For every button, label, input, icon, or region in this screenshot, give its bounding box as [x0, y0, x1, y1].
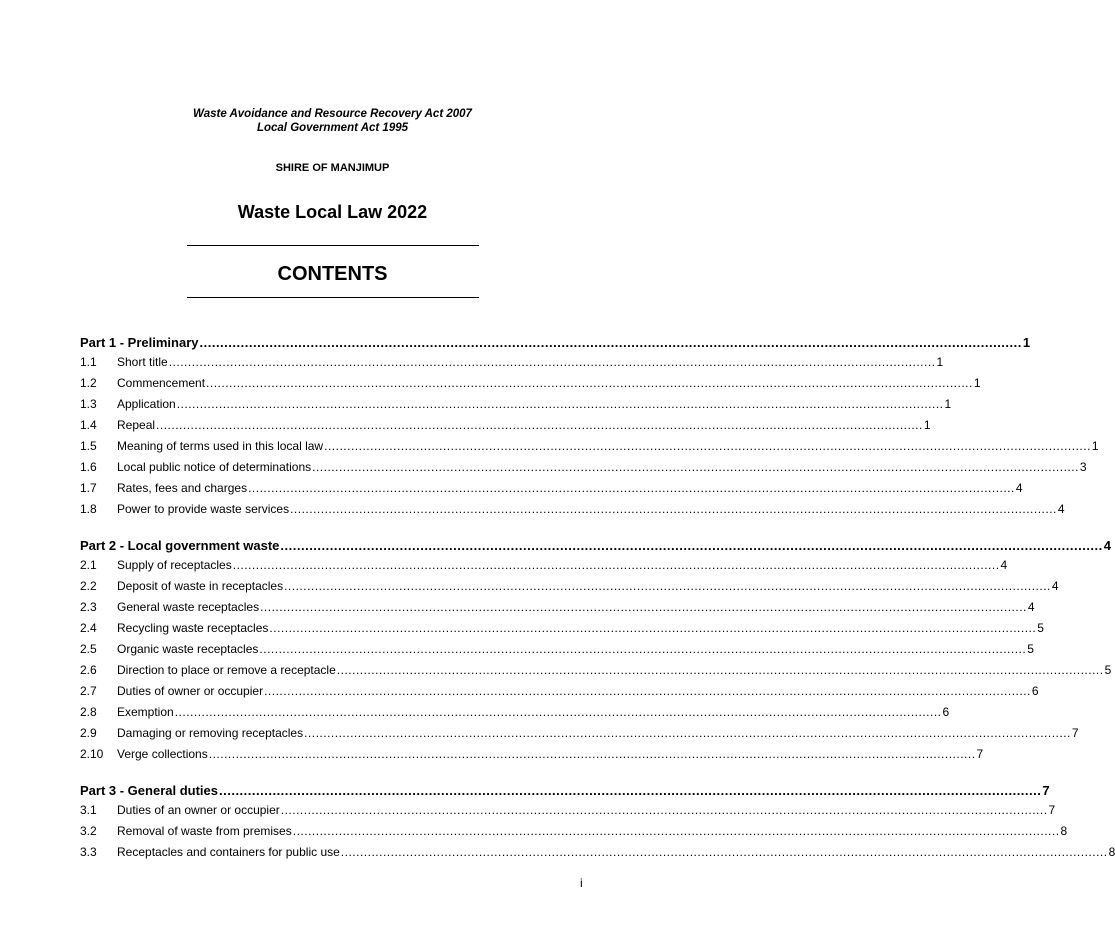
toc-entry[interactable]: [80, 479, 1023, 495]
toc-entry-title: Application: [117, 397, 176, 411]
toc-entry-title: Duties of owner or occupier: [117, 684, 264, 698]
toc-page-number: 4: [1057, 502, 1065, 516]
document-title: Waste Local Law 2022: [237, 202, 428, 222]
toc-page-number: 7: [1048, 803, 1056, 817]
toc-entry-title: Recycling waste receptacles: [117, 621, 269, 635]
toc-leader-dots: ........................................................................................................................................................................................................: [269, 621, 1037, 635]
toc-part-heading[interactable]: [80, 332, 1031, 350]
toc-entry-title: Short title: [117, 355, 168, 369]
toc-part-heading[interactable]: [80, 780, 1050, 798]
toc-entry-number: 2.4: [80, 621, 97, 635]
toc-entry[interactable]: [80, 353, 944, 369]
toc-leader-dots: ........................................................................................................................................................................................................: [280, 803, 1048, 817]
toc-leader-dots: ........................................................................................................................................................................................................: [260, 600, 1027, 614]
toc-entry-number: 1.5: [80, 439, 97, 453]
toc-page-number: 4: [1051, 579, 1059, 593]
toc-entry[interactable]: [80, 577, 1059, 593]
toc-entry-number: 1.6: [80, 460, 97, 474]
toc-entry-number: 3.2: [80, 824, 97, 838]
toc-page-number: 8: [1108, 845, 1115, 859]
toc-part-title: Part 1 - Preliminary: [80, 335, 199, 350]
toc-entry-title: General waste receptacles: [117, 600, 260, 614]
shire-name: SHIRE OF MANJIMUP: [275, 162, 390, 174]
toc-entry-title: Repeal: [117, 418, 156, 432]
toc-entry-title: Meaning of terms used in this local law: [117, 439, 324, 453]
toc-page-number: 1: [936, 355, 944, 369]
toc-leader-dots: ........................................................................................................................................................................................................: [168, 355, 936, 369]
toc-page-number: 1: [973, 376, 981, 390]
toc-entry[interactable]: [80, 416, 931, 432]
toc-page-number: 5: [1104, 663, 1112, 677]
toc-part-title: Part 2 - Local government waste: [80, 538, 280, 553]
toc-leader-dots: ........................................................................................................................................................................................................: [280, 538, 1103, 553]
toc-entry-title: Commencement: [117, 376, 206, 390]
toc-leader-dots: ........................................................................................................................................................................................................: [290, 502, 1057, 516]
toc-entry[interactable]: [80, 458, 1087, 474]
toc-entry[interactable]: [80, 598, 1035, 614]
toc-page-number: 3: [1079, 460, 1087, 474]
toc-page-number: 7: [1071, 726, 1079, 740]
page-number: i: [580, 876, 583, 890]
toc-entry-number: 2.2: [80, 579, 97, 593]
toc-entry[interactable]: [80, 556, 1008, 572]
toc-entry[interactable]: [80, 374, 981, 390]
toc-entry-title: Direction to place or remove a receptacle: [117, 663, 336, 677]
toc-entry-number: 1.3: [80, 397, 97, 411]
toc-entry[interactable]: [80, 640, 1034, 656]
toc-entry-title: Removal of waste from premises: [117, 824, 292, 838]
toc-entry-title: Organic waste receptacles: [117, 642, 259, 656]
toc-leader-dots: ........................................................................................................................................................................................................: [340, 845, 1108, 859]
toc-entry[interactable]: [80, 822, 1068, 838]
toc-entry-number: 2.3: [80, 600, 97, 614]
toc-page-number: 8: [1060, 824, 1068, 838]
toc-page-number: 4: [1103, 538, 1112, 553]
toc-entry-title: Local public notice of determinations: [117, 460, 312, 474]
toc-entry[interactable]: [80, 395, 952, 411]
toc-entry[interactable]: [80, 745, 984, 761]
toc-leader-dots: ........................................................................................................................................................................................................: [292, 824, 1060, 838]
toc-entry[interactable]: [80, 437, 1099, 453]
toc-entry-number: 1.1: [80, 355, 97, 369]
toc-entry[interactable]: [80, 619, 1044, 635]
toc-page-number: 4: [1000, 558, 1008, 572]
toc-entry-number: 1.2: [80, 376, 97, 390]
toc-leader-dots: ........................................................................................................................................................................................................: [264, 684, 1031, 698]
toc-leader-dots: ........................................................................................................................................................................................................: [156, 418, 923, 432]
toc-entry-number: 2.10: [80, 747, 104, 761]
toc-page-number: 6: [1031, 684, 1039, 698]
toc-entry-title: Supply of receptacles: [117, 558, 232, 572]
act-title-1: Waste Avoidance and Resource Recovery Act 2007: [193, 108, 472, 120]
toc-entry-title: Receptacles and containers for public use: [117, 845, 340, 859]
toc-leader-dots: ........................................................................................................................................................................................................: [248, 481, 1015, 495]
toc-leader-dots: ........................................................................................................................................................................................................: [324, 439, 1091, 453]
toc-part-title: Part 3 - General duties: [80, 783, 218, 798]
toc-entry-title: Duties of an owner or occupier: [117, 803, 280, 817]
divider-bottom: [187, 297, 479, 298]
toc-entry[interactable]: [80, 724, 1079, 740]
toc-entry[interactable]: [80, 843, 1115, 859]
toc-leader-dots: ........................................................................................................................................................................................................: [232, 558, 1000, 572]
toc-leader-dots: ........................................................................................................................................................................................................: [304, 726, 1071, 740]
toc-page-number: 4: [1015, 481, 1023, 495]
toc-entry-title: Power to provide waste services: [117, 502, 290, 516]
toc-leader-dots: ........................................................................................................................................................................................................: [176, 397, 944, 411]
toc-entry[interactable]: [80, 703, 950, 719]
toc-leader-dots: ........................................................................................................................................................................................................: [206, 376, 973, 390]
toc-entry-number: 3.3: [80, 845, 97, 859]
toc-page-number: 7: [976, 747, 984, 761]
toc-entry-number: 2.9: [80, 726, 97, 740]
toc-entry-title: Verge collections: [117, 747, 208, 761]
toc-entry-number: 2.1: [80, 558, 97, 572]
toc-entry-number: 2.8: [80, 705, 97, 719]
toc-page-number: 1: [1091, 439, 1099, 453]
toc-page-number: 5: [1037, 621, 1044, 635]
toc-leader-dots: ........................................................................................................................................................................................................: [219, 783, 1042, 798]
toc-leader-dots: ........................................................................................................................................................................................................: [208, 747, 976, 761]
toc-entry-number: 2.5: [80, 642, 97, 656]
toc-entry-number: 1.8: [80, 502, 97, 516]
toc-entry-number: 1.7: [80, 481, 97, 495]
toc-entry[interactable]: [80, 801, 1056, 817]
toc-entry[interactable]: [80, 661, 1112, 677]
toc-leader-dots: ........................................................................................................................................................................................................: [259, 642, 1027, 656]
toc-leader-dots: ........................................................................................................................................................................................................: [312, 460, 1079, 474]
toc-page-number: 7: [1042, 783, 1050, 798]
toc-leader-dots: ........................................................................................................................................................................................................: [284, 579, 1051, 593]
toc-entry[interactable]: [80, 682, 1039, 698]
toc-entry-title: Rates, fees and charges: [117, 481, 248, 495]
toc-entry-number: 2.6: [80, 663, 97, 677]
toc-page-number: 1: [944, 397, 952, 411]
toc-entry-number: 1.4: [80, 418, 97, 432]
toc-entry[interactable]: [80, 500, 1065, 516]
contents-heading: CONTENTS: [277, 263, 388, 285]
toc-page-number: 4: [1027, 600, 1035, 614]
toc-page-number: 6: [942, 705, 950, 719]
toc-leader-dots: ........................................................................................................................................................................................................: [199, 335, 1022, 350]
toc-entry-title: Exemption: [117, 705, 174, 719]
toc-page-number: 1: [923, 418, 931, 432]
act-title-2: Local Government Act 1995: [256, 122, 409, 134]
toc-part-heading[interactable]: [80, 535, 1112, 553]
toc-page-number: 1: [1022, 335, 1031, 350]
toc-leader-dots: ........................................................................................................................................................................................................: [174, 705, 942, 719]
toc-leader-dots: ........................................................................................................................................................................................................: [336, 663, 1104, 677]
divider-top: [187, 245, 479, 246]
toc-entry-number: 3.1: [80, 803, 97, 817]
toc-entry-title: Deposit of waste in receptacles: [117, 579, 284, 593]
toc-entry-number: 2.7: [80, 684, 97, 698]
toc-page-number: 5: [1027, 642, 1034, 656]
toc-entry-title: Damaging or removing receptacles: [117, 726, 304, 740]
